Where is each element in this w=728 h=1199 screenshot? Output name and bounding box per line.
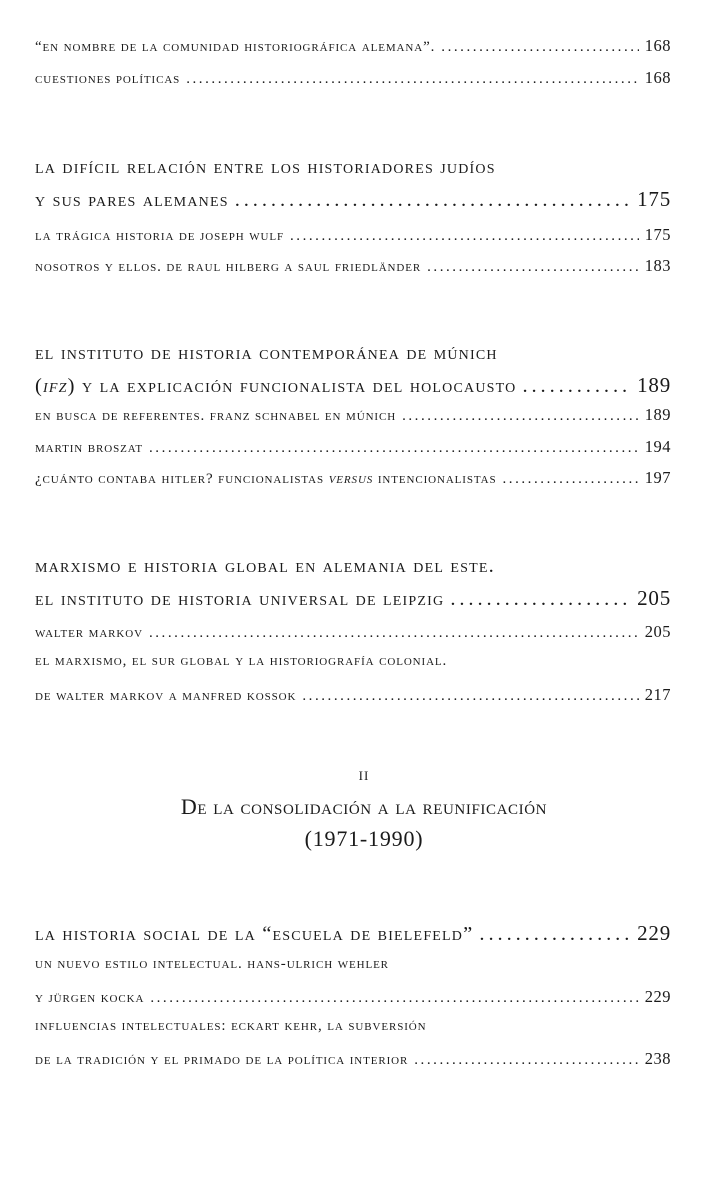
toc-page-number: 229 xyxy=(644,987,671,1006)
dot-leader xyxy=(235,189,631,212)
dot-leader xyxy=(522,375,631,398)
toc-page-number: 197 xyxy=(644,468,671,487)
toc-entry xyxy=(35,437,671,457)
dot-leader xyxy=(502,471,638,488)
toc-entry xyxy=(35,987,671,1007)
toc-text-italic: ifz xyxy=(43,375,68,397)
toc-text-part: ) y la explicación funcionalista del holocausto xyxy=(67,375,517,397)
toc-entry-title: el marxismo, el sur global y la historiografía colonial. xyxy=(35,653,448,669)
toc-entry xyxy=(35,653,671,670)
toc-page-number: 194 xyxy=(644,437,671,456)
toc-chapter-heading xyxy=(35,555,671,578)
dot-leader xyxy=(427,259,639,276)
dot-leader xyxy=(149,440,639,457)
toc-entry xyxy=(35,685,671,705)
toc-text-part: intencionalistas xyxy=(373,471,497,487)
dot-leader xyxy=(402,408,639,425)
part-years: (1971-1990) xyxy=(304,826,424,851)
toc-text-italic: versus xyxy=(328,471,374,487)
toc-page-number: 168 xyxy=(644,68,671,87)
toc-entry xyxy=(35,468,671,488)
toc-entry-title: el instituto de historia contemporánea de múnich xyxy=(35,342,498,364)
toc-chapter xyxy=(35,586,671,611)
dot-leader xyxy=(302,688,638,705)
toc-page-number: 205 xyxy=(637,586,671,610)
toc-entry xyxy=(35,256,671,276)
toc-page-number: 175 xyxy=(637,187,671,211)
toc-text-part: ¿cuánto contaba hitler? funcionalistas xyxy=(35,471,329,487)
toc-entry-title: y sus pares alemanes xyxy=(35,189,229,211)
dot-leader xyxy=(479,923,631,946)
toc-entry-title: nosotros y ellos. de raul hilberg a saul friedländer xyxy=(35,259,422,275)
toc-entry-title: de walter markov a manfred kossok xyxy=(35,688,297,704)
toc-entry-title: “en nombre de la comunidad historiográfica alemana”. xyxy=(35,39,436,55)
toc-chapter xyxy=(35,921,671,946)
toc-entry-title: y jürgen kocka xyxy=(35,990,145,1006)
dot-leader xyxy=(450,588,631,611)
toc-entry xyxy=(35,225,671,245)
toc-page-number: 183 xyxy=(644,256,671,275)
toc-entry-title: la trágica historia de joseph wulf xyxy=(35,228,284,244)
toc-chapter-heading xyxy=(35,156,671,179)
toc-entry xyxy=(35,622,671,642)
toc-entry-title xyxy=(35,471,496,488)
toc-entry xyxy=(35,1049,671,1069)
toc-entry-title: walter markov xyxy=(35,625,143,641)
toc-entry-title xyxy=(35,375,516,398)
dot-leader xyxy=(150,990,638,1007)
toc-entry xyxy=(35,956,671,973)
dot-leader xyxy=(149,625,639,642)
toc-entry-title: la historia social de la “escuela de bielefeld” xyxy=(35,923,474,945)
toc-chapter-heading xyxy=(35,342,671,365)
toc-entry-title: influencias intelectuales: eckart kehr, la subversión xyxy=(35,1018,427,1034)
toc-page-number: 238 xyxy=(644,1049,671,1068)
toc-entry-title: en busca de referentes. franz schnabel en múnich xyxy=(35,408,397,424)
toc-entry-title: marxismo e historia global en alemania del este. xyxy=(35,555,495,577)
toc-entry-title: martin broszat xyxy=(35,440,143,456)
toc-entry xyxy=(35,68,671,88)
toc-entry-title: de la tradición y el primado de la política interior xyxy=(35,1052,409,1068)
part-title: De la consolidación a la reunificación xyxy=(180,794,548,819)
toc-page-number: 229 xyxy=(637,921,671,945)
toc-entry-title: cuestiones políticas xyxy=(35,71,181,87)
toc-chapter xyxy=(35,373,671,398)
part-number: ii xyxy=(358,764,370,785)
toc-text-part: ( xyxy=(35,375,44,397)
dot-leader xyxy=(290,228,639,245)
toc-entry xyxy=(35,1018,671,1035)
toc-page-number: 189 xyxy=(644,405,671,424)
dot-leader xyxy=(441,39,638,56)
toc-page-number: 205 xyxy=(644,622,671,641)
toc-page-number: 189 xyxy=(637,373,671,397)
toc-chapter xyxy=(35,187,671,212)
toc-entry-title: un nuevo estilo intelectual. hans-ulrich wehler xyxy=(35,956,389,972)
toc-entry xyxy=(35,405,671,425)
toc-page-number: 217 xyxy=(644,685,671,704)
toc-entry-title: la difícil relación entre los historiadores judíos xyxy=(35,156,496,178)
toc-entry xyxy=(35,36,671,56)
toc-page-number: 168 xyxy=(644,36,671,55)
toc-page-number: 175 xyxy=(644,225,671,244)
toc-entry-title: el instituto de historia universal de leipzig xyxy=(35,588,445,610)
dot-leader xyxy=(186,71,639,88)
dot-leader xyxy=(414,1052,639,1069)
